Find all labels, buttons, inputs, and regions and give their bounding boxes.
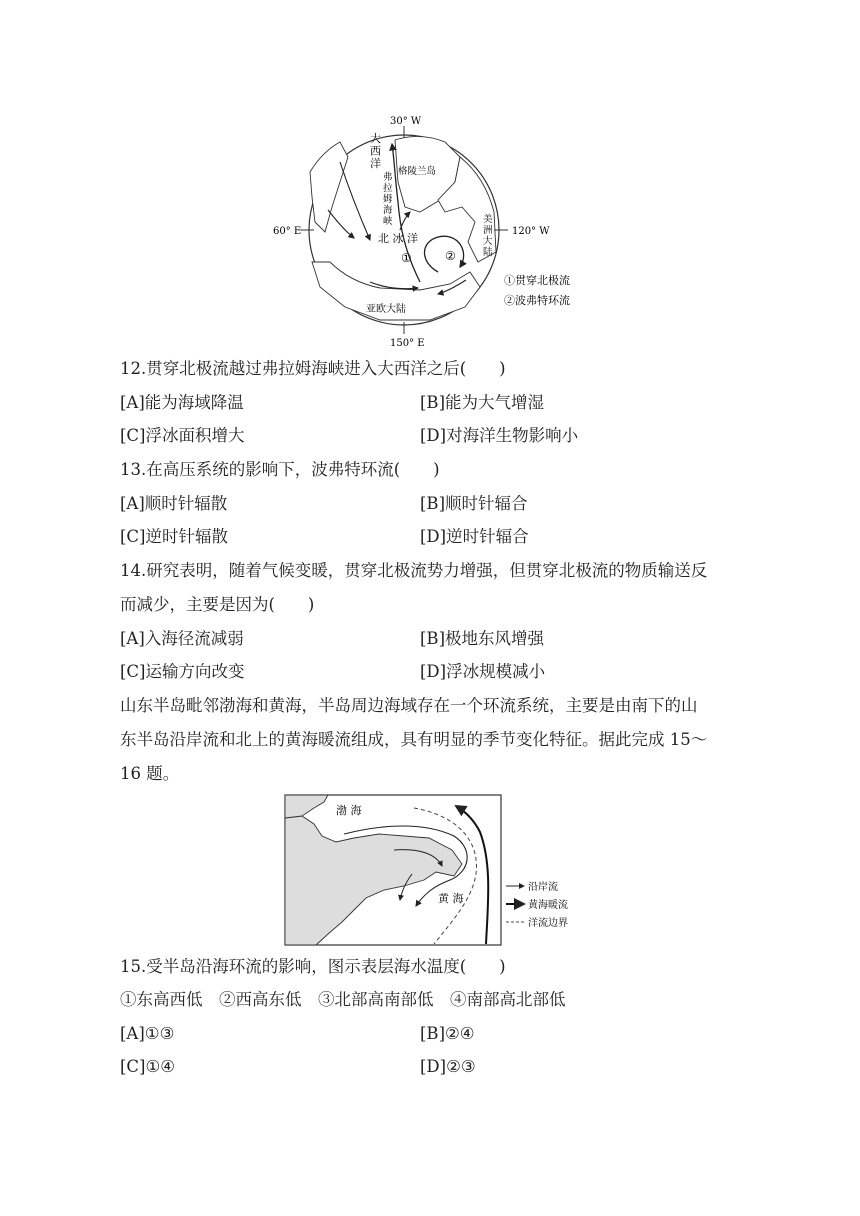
- lat-top-label: 30° W: [390, 116, 422, 127]
- q13-option-a[interactable]: [A]顺时针辐散: [120, 494, 228, 513]
- atlantic-label: 大西洋: [370, 132, 381, 170]
- marker-1: ①: [401, 251, 412, 265]
- map1-legend-1: ①贯穿北极流: [504, 274, 570, 287]
- q13-stem: 13.在高压系统的影响下，波弗特环流( ): [120, 460, 440, 479]
- q15-option-c[interactable]: [C]①④: [120, 1057, 176, 1076]
- q15-option-d[interactable]: [D]②③: [420, 1057, 476, 1076]
- q15-option-a[interactable]: [A]①③: [120, 1024, 175, 1043]
- huanghai-label: 黄 海: [438, 892, 464, 905]
- greenland-label: 格陵兰岛: [398, 166, 437, 177]
- passage-line-3: 16 题。: [120, 764, 180, 783]
- q14-option-c[interactable]: [C]运输方向改变: [120, 662, 245, 681]
- q12-option-c[interactable]: [C]浮冰面积增大: [120, 426, 245, 445]
- q14-option-d[interactable]: [D]浮冰规模减小: [420, 662, 546, 681]
- arctic-label: 北 冰 洋: [378, 232, 418, 245]
- q15-option-b[interactable]: [B]②④: [420, 1024, 475, 1043]
- q15-items: ①东高西低 ②西高东低 ③北部高南部低 ④南部高北部低: [120, 990, 566, 1009]
- north-america-label: 美洲大陆: [483, 214, 493, 258]
- q14-option-a[interactable]: [A]入海径流减弱: [120, 629, 244, 648]
- q13-option-b[interactable]: [B]顺时针辐合: [420, 494, 528, 513]
- passage-line-1: 山东半岛毗邻渤海和黄海，半岛周边海域存在一个环流系统，主要是由南下的山: [120, 696, 698, 715]
- lat-right-label: 120° W: [512, 226, 550, 237]
- passage-line-2: 东半岛沿岸流和北上的黄海暖流组成，具有明显的季节变化特征。据此完成 15～: [120, 730, 708, 749]
- lat-left-label: 60° E: [273, 226, 302, 237]
- lat-bottom-label: 150° E: [390, 338, 425, 348]
- q14-option-b[interactable]: [B]极地东风增强: [420, 629, 544, 648]
- q13-option-c[interactable]: [C]逆时针辐散: [120, 527, 228, 546]
- fram-strait-label: 弗拉姆海峡: [383, 172, 393, 227]
- q12-option-a[interactable]: [A]能为海域降温: [120, 393, 244, 412]
- arctic-current-map: [270, 112, 600, 348]
- marker-2: ②: [445, 249, 456, 263]
- q15-stem: 15.受半岛沿海环流的影响，图示表层海水温度( ): [120, 957, 506, 976]
- map1-legend-2: ②波弗特环流: [504, 294, 570, 307]
- q12-option-b[interactable]: [B]能为大气增湿: [420, 393, 544, 412]
- map2-legend-3: 洋流边界: [528, 918, 568, 929]
- map2-legend-2: 黄海暖流: [528, 900, 568, 911]
- eurasia-label: 亚欧大陆: [366, 304, 406, 315]
- q13-option-d[interactable]: [D]逆时针辐合: [420, 527, 529, 546]
- q12-stem: 12.贯穿北极流越过弗拉姆海峡进入大西洋之后( ): [120, 359, 506, 378]
- bohai-label: 渤 海: [336, 804, 362, 817]
- shandong-current-map: [284, 794, 584, 946]
- q14-stem-line1: 14.研究表明，随着气候变暖，贯穿北极流势力增强，但贯穿北极流的物质输送反: [120, 561, 708, 580]
- q14-stem-line2: 而减少，主要是因为( ): [120, 595, 315, 614]
- map2-legend-1: 沿岸流: [528, 882, 558, 893]
- q12-option-d[interactable]: [D]对海洋生物影响小: [420, 426, 579, 445]
